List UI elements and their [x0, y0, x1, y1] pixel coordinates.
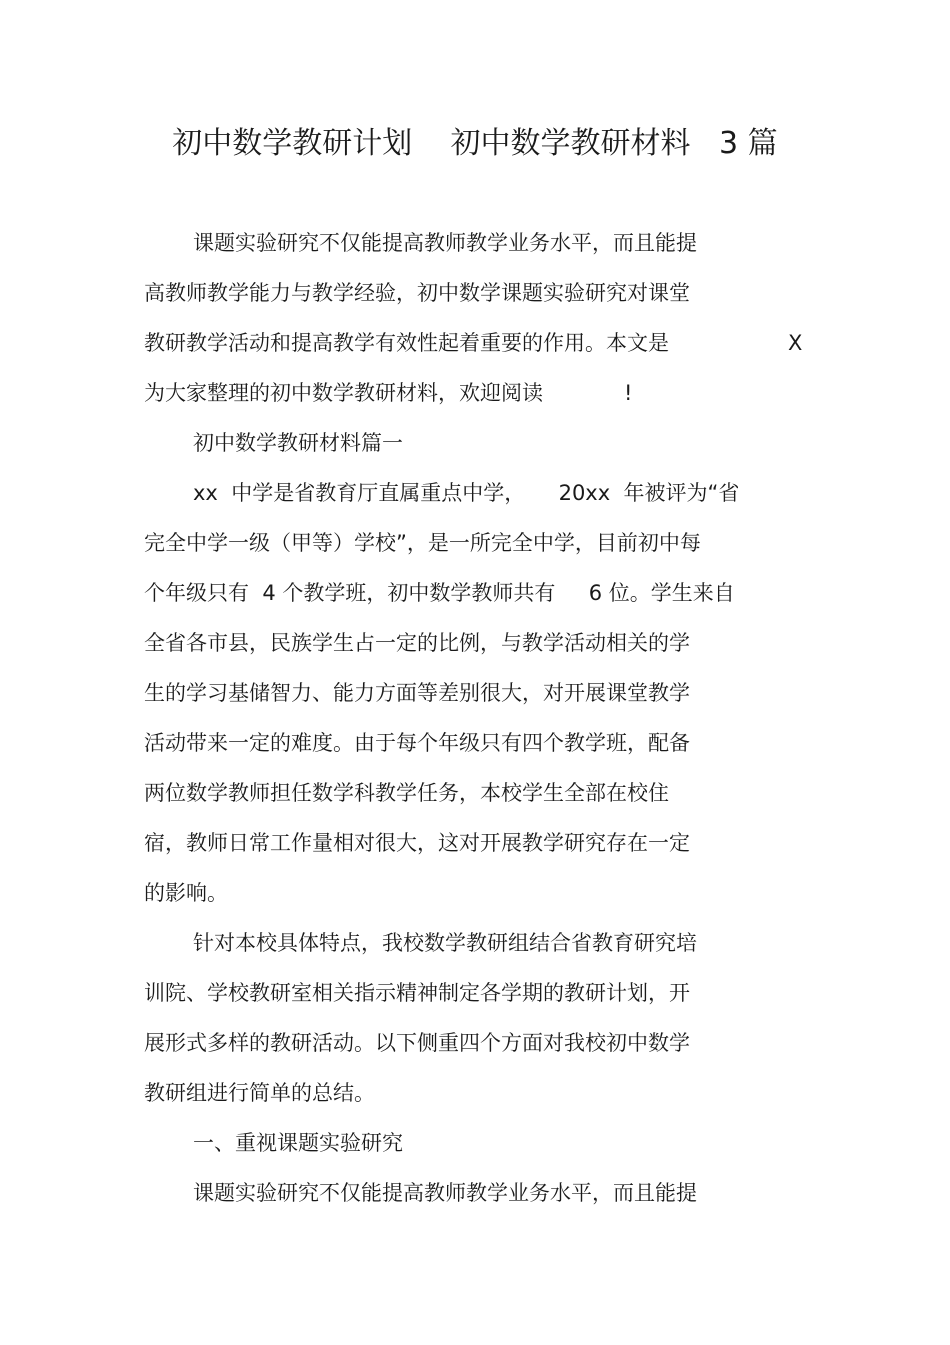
section-heading: 初中数学教研材料篇一 — [193, 431, 403, 455]
paragraph-line: 生的学习基储智力、能力方面等差别很大，对开展课堂教学 — [144, 681, 690, 705]
placeholder-x: X — [788, 331, 803, 355]
paragraph-line: 教研教学活动和提高教学有效性起着重要的作用。本文是 — [144, 331, 669, 355]
section-heading: 一、重视课题实验研究 — [193, 1131, 403, 1155]
paragraph-line: 全省各市县，民族学生占一定的比例，与教学活动相关的学 — [144, 631, 690, 655]
paragraph-line: 个年级只有 4 个教学班，初中数学教师共有 6 位。学生来自 — [144, 581, 735, 605]
paragraph-line: 课题实验研究不仅能提高教师教学业务水平，而且能提 — [193, 231, 697, 255]
paragraph-line: 训院、学校教研室相关指示精神制定各学期的教研计划，开 — [144, 981, 690, 1005]
paragraph-line: 课题实验研究不仅能提高教师教学业务水平，而且能提 — [193, 1181, 697, 1205]
paragraph-line: 两位数学教师担任数学科教学任务，本校学生全部在校住 — [144, 781, 669, 805]
paragraph-line: 针对本校具体特点，我校数学教研组结合省教育研究培 — [193, 931, 697, 955]
paragraph-line: 高教师教学能力与教学经验，初中数学课题实验研究对课堂 — [144, 281, 690, 305]
paragraph-line: 的影响。 — [144, 881, 228, 905]
exclamation-mark: ! — [624, 381, 633, 405]
document-title: 初中数学教研计划 初中数学教研材料 3 篇 — [172, 126, 778, 161]
paragraph-line: 教研组进行简单的总结。 — [144, 1081, 375, 1105]
paragraph-line: 完全中学一级（甲等）学校”，是一所完全中学，目前初中每 — [144, 531, 701, 555]
paragraph-line: 活动带来一定的难度。由于每个年级只有四个教学班，配备 — [144, 731, 690, 755]
paragraph-line: 宿，教师日常工作量相对很大，这对开展教学研究存在一定 — [144, 831, 690, 855]
paragraph-line: 为大家整理的初中数学教研材料，欢迎阅读 — [144, 381, 543, 405]
paragraph-line: 展形式多样的教研活动。以下侧重四个方面对我校初中数学 — [144, 1031, 690, 1055]
paragraph-line: xx 中学是省教育厅直属重点中学， 20xx 年被评为“省 — [193, 481, 740, 505]
